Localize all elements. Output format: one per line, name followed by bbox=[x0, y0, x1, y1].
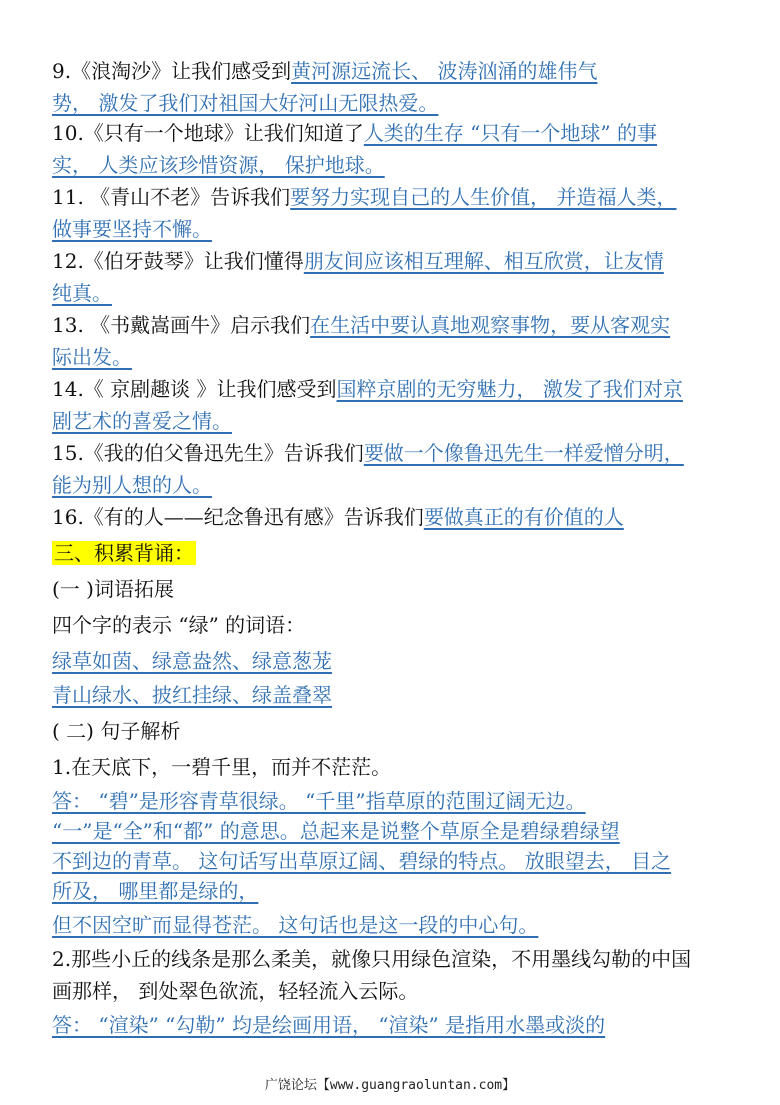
words-list: 绿草如茵、绿意盎然、绿意葱茏 bbox=[52, 649, 332, 673]
answer-text: 不到边的青草。 这句话写出草原辽阔、碧绿的特点。 放眼望去， 目之 bbox=[52, 849, 672, 873]
page-footer: 广饶论坛【www.guangraoluntan.com】 bbox=[264, 1078, 516, 1093]
item-answer: 纯真。 bbox=[52, 281, 112, 305]
item-12 bbox=[52, 246, 740, 276]
section-title: 三、积累背诵： bbox=[54, 541, 194, 565]
item-prefix: 9.《浪淘沙》让我们感受到 bbox=[52, 59, 292, 83]
answer-text: 所及， 哪里都是绿的， bbox=[52, 879, 259, 903]
item-9-cont bbox=[52, 88, 740, 118]
item-prefix: 11. 《青山不老》告诉我们 bbox=[52, 185, 291, 209]
item-answer: 做事要坚持不懈。 bbox=[52, 217, 212, 241]
item-15-cont bbox=[52, 470, 740, 500]
question-1: 1.在天底下，一碧千里，而并不茫茫。 bbox=[52, 755, 392, 779]
item-answer: 要努力实现自己的人生价值， 并造福人类， bbox=[290, 185, 677, 209]
subsection-1-heading: (一 )词语拓展 bbox=[52, 577, 174, 601]
answer-1-line-5 bbox=[52, 910, 740, 940]
answer-text: 答： “渲染” “勾勒” 均是绘画用语， “渲染” 是指用水墨或淡的 bbox=[52, 1013, 606, 1037]
item-12-cont bbox=[52, 278, 740, 308]
item-prefix: 13. 《书戴嵩画牛》启示我们 bbox=[52, 313, 311, 337]
item-answer: 要做真正的有价值的人 bbox=[423, 505, 624, 529]
item-14-cont bbox=[52, 406, 740, 436]
item-answer: 际出发。 bbox=[52, 345, 132, 369]
item-answer: 能为别人想的人。 bbox=[52, 473, 212, 497]
answer-text: 但不因空旷而显得苍茫。 这句话也是这一段的中心句。 bbox=[52, 913, 539, 937]
answer-2-line-1 bbox=[52, 1010, 740, 1040]
item-answer: 人类的生存 “只有一个地球” 的事 bbox=[363, 121, 657, 145]
item-answer: 要做一个像鲁迅先生一样爱憎分明， bbox=[363, 441, 684, 465]
item-prefix: 15.《我的伯父鲁迅先生》告诉我们 bbox=[52, 441, 364, 465]
question-2-line-1: 2.那些小丘的线条是那么柔美，就像只用绿色渲染，不用墨线勾勒的中国 bbox=[52, 947, 692, 971]
answer-1-line-1 bbox=[52, 786, 740, 816]
answer-1-line-2 bbox=[52, 816, 740, 846]
words-list: 青山绿水、披红挂绿、绿盖叠翠 bbox=[52, 683, 332, 707]
item-13-cont bbox=[52, 342, 740, 372]
item-13 bbox=[52, 310, 740, 340]
answer-text: “一”是“全”和“都” 的意思。总起来是说整个草原全是碧绿碧绿望 bbox=[52, 819, 620, 843]
answer-1-line-4 bbox=[52, 876, 740, 906]
item-answer: 在生活中要认真地观察事物，要从客观实 bbox=[310, 313, 671, 337]
item-answer: 朋友间应该相互理解、相互欣赏，让友情 bbox=[303, 249, 664, 273]
answer-1-line-3 bbox=[52, 846, 740, 876]
item-prefix: 12.《伯牙鼓琴》让我们懂得 bbox=[52, 249, 304, 273]
item-answer: 实， 人类应该珍惜资源， 保护地球。 bbox=[52, 153, 385, 177]
answer-text: 答： “碧”是形容青草很绿。 “千里”指草原的范围辽阔无边。 bbox=[52, 789, 586, 813]
item-prefix: 16.《有的人——纪念鲁迅有感》告诉我们 bbox=[52, 505, 424, 529]
item-16 bbox=[52, 502, 740, 532]
item-14 bbox=[52, 374, 740, 404]
item-answer: 势， 激发了我们对祖国大好河山无限热爱。 bbox=[52, 91, 439, 115]
item-15 bbox=[52, 438, 740, 468]
item-prefix: 14.《 京剧趣谈 》让我们感受到 bbox=[52, 377, 337, 401]
item-9 bbox=[52, 56, 740, 86]
item-answer: 黄河源远流长、 波涛汹涌的雄伟气 bbox=[291, 59, 598, 83]
item-11 bbox=[52, 182, 740, 212]
words-line-2 bbox=[52, 680, 740, 710]
item-10 bbox=[52, 118, 740, 148]
item-prefix: 10.《只有一个地球》让我们知道了 bbox=[52, 121, 364, 145]
item-answer: 国粹京剧的无穷魅力， 激发了我们对京 bbox=[336, 377, 683, 401]
item-11-cont bbox=[52, 214, 740, 244]
item-answer: 剧艺术的喜爱之情。 bbox=[52, 409, 232, 433]
question-2-line-2: 画那样， 到处翠色欲流，轻轻流入云际。 bbox=[52, 979, 419, 1003]
item-10-cont bbox=[52, 150, 740, 180]
subsection-2-heading: ( 二) 句子解析 bbox=[52, 719, 181, 743]
words-line-1 bbox=[52, 646, 740, 676]
section-3-heading bbox=[52, 538, 740, 568]
words-intro: 四个字的表示 “绿” 的词语： bbox=[52, 613, 306, 637]
